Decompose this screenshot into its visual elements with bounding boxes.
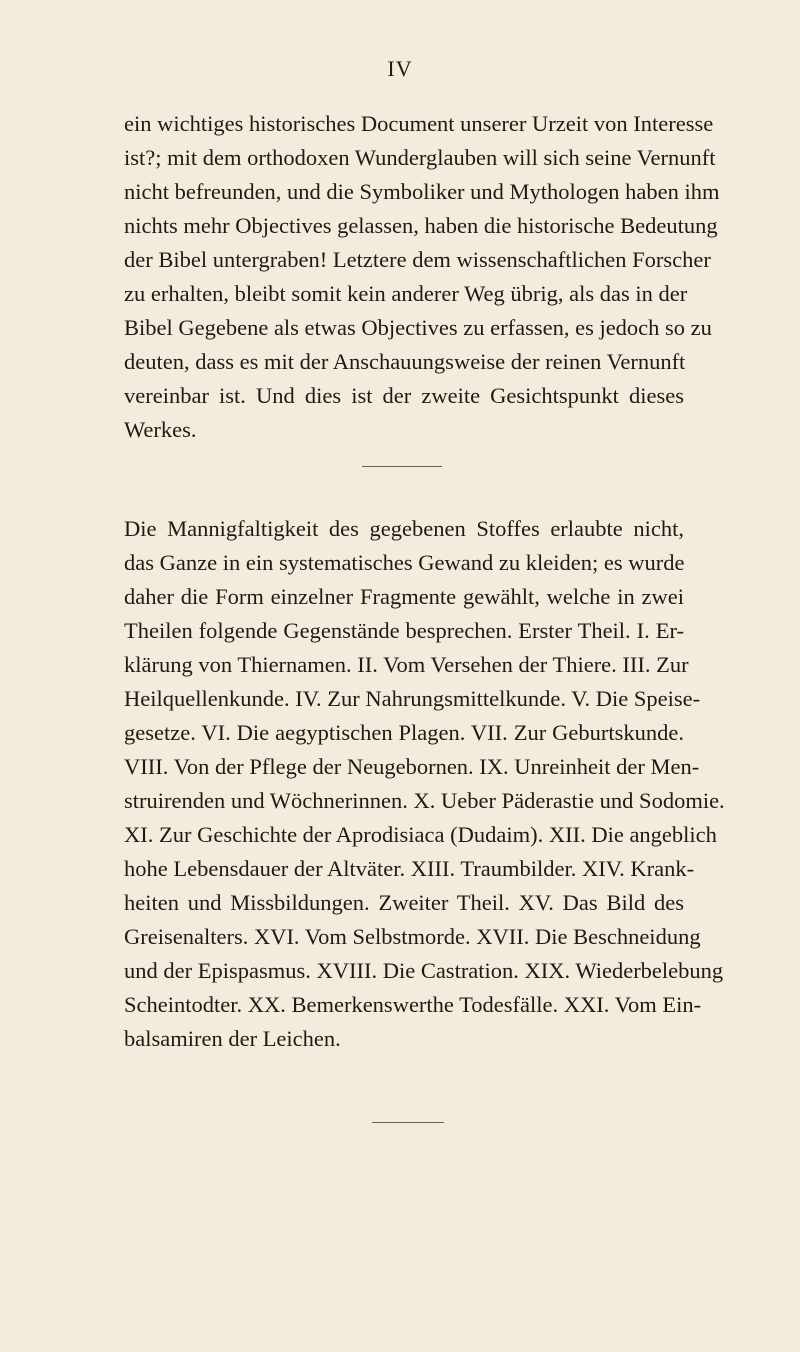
text-line: Greisenalters. XVI. Vom Selbstmorde. XVII. Die Beschneidung [124, 924, 701, 949]
text-line: zu erhalten, bleibt somit kein anderer Weg übrig, als das in der [124, 281, 688, 306]
text-line: hohe Lebensdauer der Altväter. XIII. Traumbilder. XIV. Krank- [124, 856, 695, 881]
text-line: ein wichtiges historisches Document unserer Urzeit von Interesse [124, 111, 714, 136]
text-line: nicht befreunden, und die Symboliker und Mythologen haben ihm [124, 179, 720, 204]
text-line: ist?; mit dem orthodoxen Wunderglauben will sich seine Vernunft [124, 145, 716, 170]
section-divider [362, 466, 442, 467]
text-line: klärung von Thiernamen. II. Vom Versehen der Thiere. III. Zur [124, 652, 689, 677]
text-line: heiten und Missbildungen. Zweiter Theil. XV. Das Bild des [124, 890, 684, 915]
text-line: daher die Form einzelner Fragmente gewählt, welche in zwei [124, 584, 684, 609]
text-line: Werkes. [124, 417, 197, 442]
text-line: das Ganze in ein systematisches Gewand zu kleiden; es wurde [124, 550, 685, 575]
text-line: XI. Zur Geschichte der Aprodisiaca (Dudaim). XII. Die angeblich [124, 822, 717, 847]
paragraph-contents [124, 512, 725, 1056]
text-line: Die Mannigfaltigkeit des gegebenen Stoffes erlaubte nicht, [124, 516, 684, 541]
text-line: Bibel Gegebene als etwas Objectives zu erfassen, es jedoch so zu [124, 315, 712, 340]
text-line: Scheintodter. XX. Bemerkenswerthe Todesfälle. XXI. Vom Ein- [124, 992, 702, 1017]
text-line: Heilquellenkunde. IV. Zur Nahrungsmittelkunde. V. Die Speise- [124, 686, 701, 711]
text-line: deuten, dass es mit der Anschauungsweise der reinen Vernunft [124, 349, 686, 374]
text-line: struirenden und Wöchnerinnen. X. Ueber Päderastie und Sodomie. [124, 788, 725, 813]
text-line: Theilen folgende Gegenstände besprechen. Erster Theil. I. Er- [124, 618, 684, 643]
page-number: IV [387, 56, 413, 81]
section-divider [372, 1122, 444, 1123]
text-line: der Bibel untergraben! Letztere dem wissenschaftlichen Forscher [124, 247, 711, 272]
paragraph-intro [124, 107, 720, 447]
text-line: vereinbar ist. Und dies ist der zweite Gesichtspunkt dieses [124, 383, 684, 408]
text-line: und der Epispasmus. XVIII. Die Castration. XIX. Wiederbelebung [124, 958, 724, 983]
text-line: gesetze. VI. Die aegyptischen Plagen. VII. Zur Geburtskunde. [124, 720, 684, 745]
text-line: nichts mehr Objectives gelassen, haben die historische Bedeutung [124, 213, 718, 238]
text-line: balsamiren der Leichen. [124, 1026, 341, 1051]
text-line: VIII. Von der Pflege der Neugebornen. IX. Unreinheit der Men- [124, 754, 700, 779]
